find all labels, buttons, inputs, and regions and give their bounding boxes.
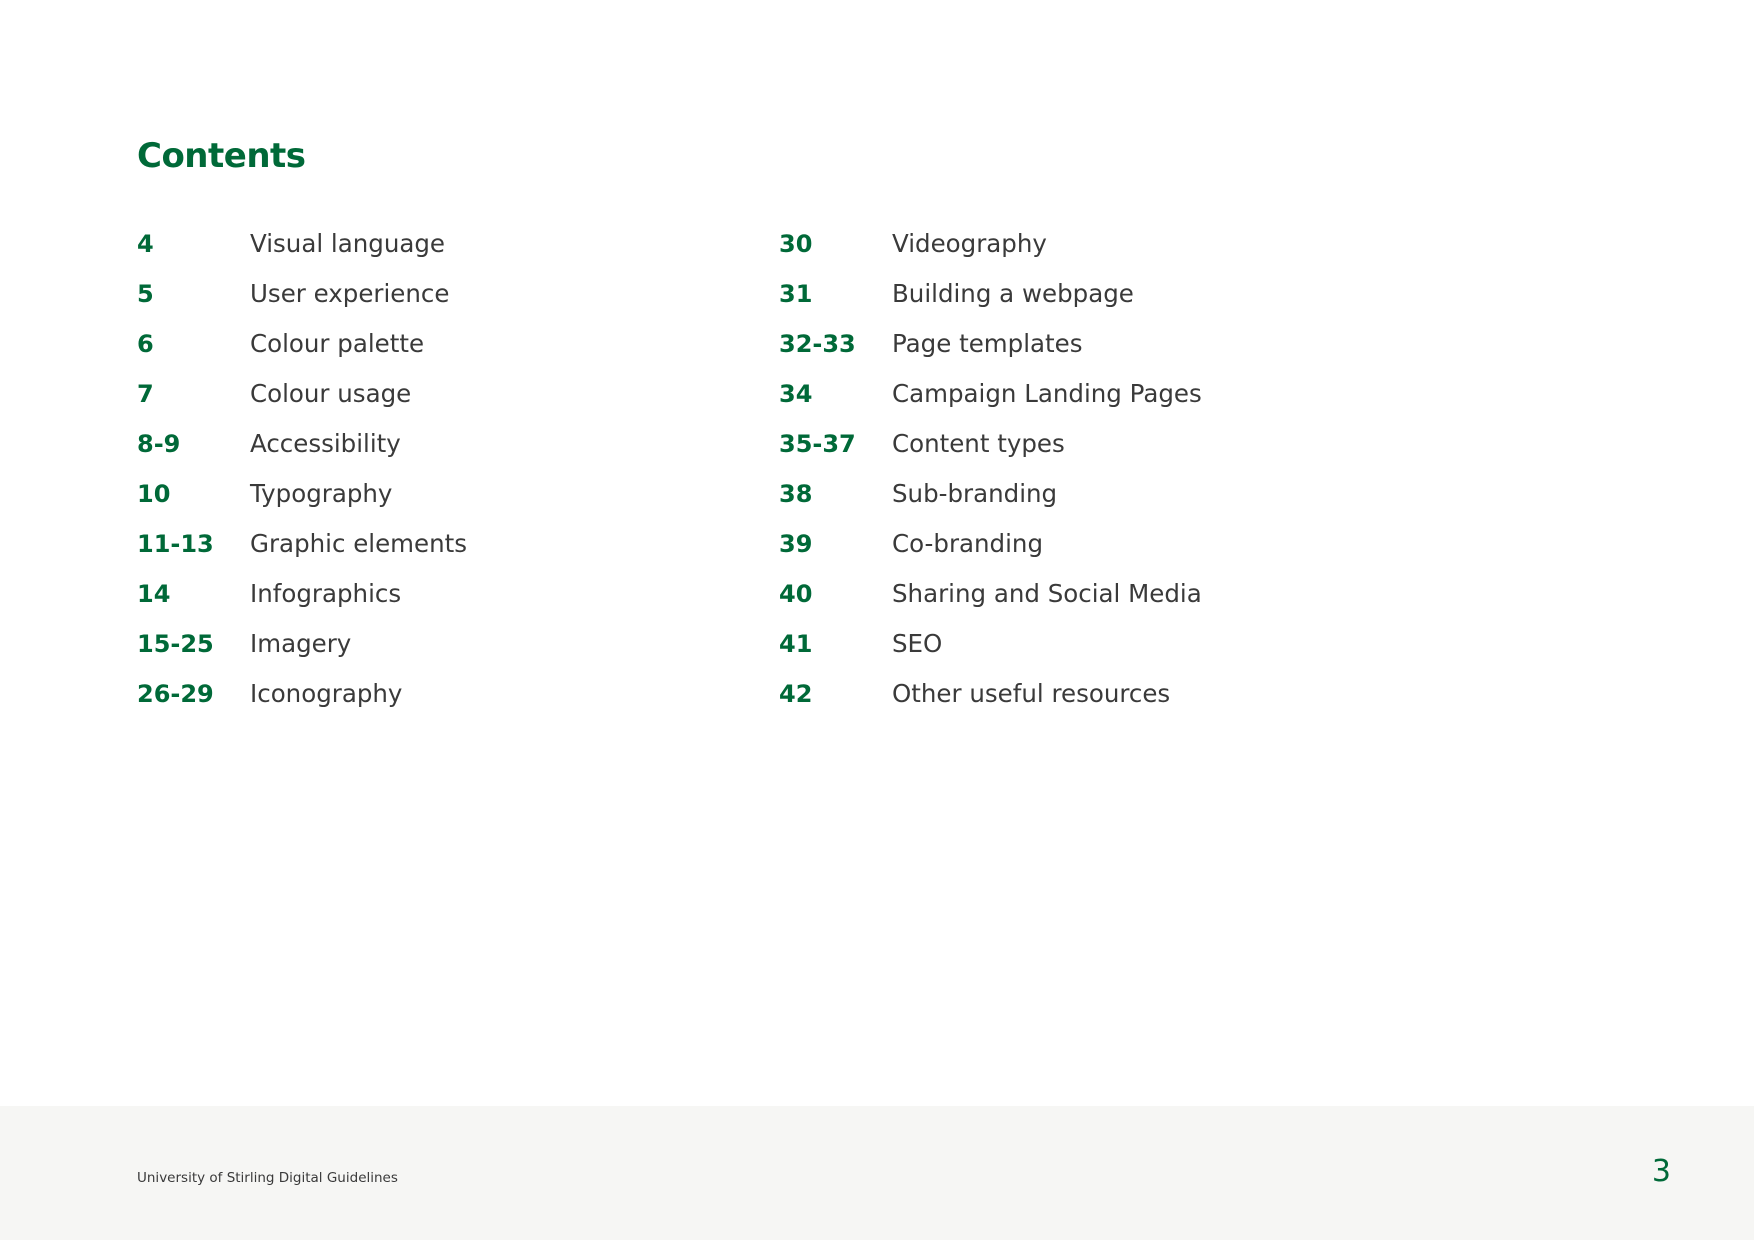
toc-section-title: Page templates bbox=[892, 329, 1083, 358]
toc-section-title: Accessibility bbox=[250, 429, 401, 458]
toc-entry[interactable] bbox=[779, 269, 1399, 319]
toc-page-number: 7 bbox=[137, 380, 154, 408]
toc-entry[interactable] bbox=[137, 619, 757, 669]
toc-page-number: 42 bbox=[779, 680, 813, 708]
toc-page-number: 26-29 bbox=[137, 680, 214, 708]
toc-section-title: Colour palette bbox=[250, 329, 425, 358]
toc-page-number: 11-13 bbox=[137, 530, 214, 558]
page-title: Contents bbox=[137, 136, 306, 176]
toc-section-title: Sharing and Social Media bbox=[892, 579, 1202, 608]
toc-page-number: 8-9 bbox=[137, 430, 181, 458]
toc-column-left bbox=[137, 219, 757, 719]
toc-page-number: 39 bbox=[779, 530, 813, 558]
footer-document-title: University of Stirling Digital Guidelines bbox=[137, 1170, 398, 1186]
toc-section-title: SEO bbox=[892, 629, 943, 658]
toc-section-title: Content types bbox=[892, 429, 1065, 458]
toc-entry[interactable] bbox=[137, 469, 757, 519]
toc-column-right bbox=[779, 219, 1399, 719]
page-footer bbox=[0, 1106, 1754, 1240]
toc-page-number: 41 bbox=[779, 630, 813, 658]
toc-entry[interactable] bbox=[137, 269, 757, 319]
toc-section-title: Visual language bbox=[250, 229, 445, 258]
toc-section-title: User experience bbox=[250, 279, 450, 308]
toc-section-title: Co-branding bbox=[892, 529, 1043, 558]
toc-section-title: Videography bbox=[892, 229, 1047, 258]
toc-page-number: 5 bbox=[137, 280, 154, 308]
toc-page-number: 31 bbox=[779, 280, 813, 308]
toc-entry[interactable] bbox=[779, 219, 1399, 269]
toc-entry[interactable] bbox=[779, 419, 1399, 469]
toc-page-number: 32-33 bbox=[779, 330, 856, 358]
toc-section-title: Building a webpage bbox=[892, 279, 1134, 308]
toc-entry[interactable] bbox=[779, 569, 1399, 619]
toc-entry[interactable] bbox=[779, 369, 1399, 419]
toc-section-title: Typography bbox=[250, 479, 393, 508]
toc-entry[interactable] bbox=[779, 519, 1399, 569]
toc-page-number: 4 bbox=[137, 230, 154, 258]
toc-entry[interactable] bbox=[137, 419, 757, 469]
toc-page-number: 38 bbox=[779, 480, 813, 508]
toc-section-title: Colour usage bbox=[250, 379, 412, 408]
toc-page-number: 30 bbox=[779, 230, 813, 258]
toc-entry[interactable] bbox=[137, 519, 757, 569]
toc-page-number: 10 bbox=[137, 480, 171, 508]
toc-entry[interactable] bbox=[779, 669, 1399, 719]
toc-entry[interactable] bbox=[779, 619, 1399, 669]
toc-entry[interactable] bbox=[137, 319, 757, 369]
toc-section-title: Campaign Landing Pages bbox=[892, 379, 1202, 408]
toc-page-number: 15-25 bbox=[137, 630, 214, 658]
toc-section-title: Infographics bbox=[250, 579, 402, 608]
toc-section-title: Imagery bbox=[250, 629, 352, 658]
footer-page-number: 3 bbox=[1651, 1154, 1671, 1189]
toc-entry[interactable] bbox=[137, 219, 757, 269]
toc-page-number: 34 bbox=[779, 380, 813, 408]
toc-entry[interactable] bbox=[137, 669, 757, 719]
toc-entry[interactable] bbox=[137, 369, 757, 419]
toc-page-number: 40 bbox=[779, 580, 813, 608]
toc-section-title: Iconography bbox=[250, 679, 403, 708]
toc-section-title: Graphic elements bbox=[250, 529, 468, 558]
toc-page-number: 6 bbox=[137, 330, 154, 358]
toc-entry[interactable] bbox=[779, 319, 1399, 369]
toc-page-number: 14 bbox=[137, 580, 171, 608]
toc-entry[interactable] bbox=[779, 469, 1399, 519]
toc-entry[interactable] bbox=[137, 569, 757, 619]
toc-page-number: 35-37 bbox=[779, 430, 856, 458]
toc-section-title: Sub-branding bbox=[892, 479, 1058, 508]
toc-section-title: Other useful resources bbox=[892, 679, 1171, 708]
